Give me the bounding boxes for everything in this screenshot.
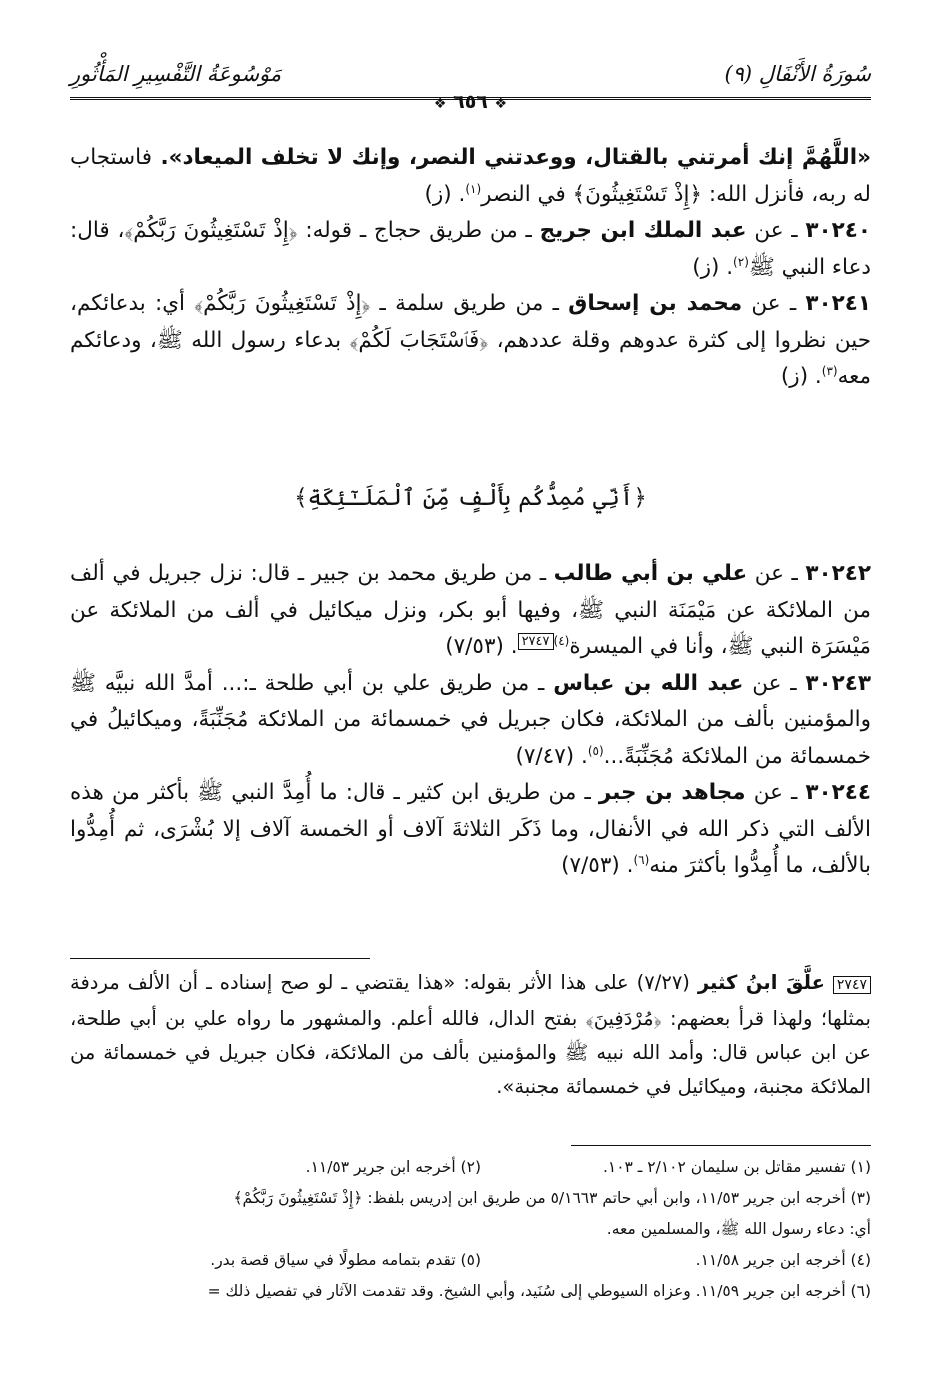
narrator-name: عبد الله بن عباس — [553, 670, 744, 696]
footnote-3-continued: أي: دعاء رسول الله ﷺ، والمسلمين معه. — [606, 1220, 871, 1238]
footnote-marker: (١) — [465, 181, 482, 196]
footnote-5: (٥) تقدم بتمامه مطولًا في سياق قصة بدر. — [210, 1251, 481, 1269]
footnote-row — [60, 1214, 871, 1245]
footnote-1: (١) تفسير مقاتل بن سليمان ٢/١٠٢ ـ ١٠٣. — [602, 1158, 871, 1176]
marker-text: . (ز) — [780, 364, 822, 389]
report-connector: ـ عن — [742, 291, 806, 316]
main-text — [70, 140, 871, 396]
main-text-2 — [70, 556, 871, 885]
footnote-3: (٣) أخرجه ابن جرير ١١/٥٣، وابن أبي حاتم ٥/١٦٦٣ من طريق ابن إدريس بلفظ: ﴿إِذْ تَسْتَغِيثُونَ رَبَّكُمْ﴾ — [233, 1189, 871, 1207]
ornament-icon: ❖ — [433, 96, 447, 112]
report-number: ٣٠٢٤٠ — [805, 218, 871, 243]
ornament-icon: ❖ — [494, 96, 508, 112]
note-text: (٧/٢٧) على هذا الأثر بقوله: «هذا يقتضي ـ لو صح إسناده ـ أن الألف مردفة بمثلها؛ ولهذا قرأ بعضهم: ﴿مُرْدَفِينَ﴾ بفتح الدال، فالله أعلم. والمشهور ما رواه علي بن أبي طلحة، عن ابن عباس قال: وأمد الله نبيه ﷺ والمؤمنين بألف من الملائكة، فكان جبريل في خمسمائة من الملائكة مجنبة، وميكائيل في خمسمائة مجنبة». — [70, 971, 871, 1098]
report-30241 — [70, 286, 871, 396]
footnotes — [60, 1152, 871, 1307]
report-text: ـ من طريق علي بن أبي طلحة ـ:... أمدَّ الله نبيَّه ﷺ والمؤمنين بألف من الملائكة، فكان جبريل في خمسمائة من الملائكة مُجَنِّبَةً، وميكائيلُ في خمسمائة من الملائكة مُجَنِّبَةً... — [70, 670, 871, 769]
book-title: مَوْسُوعَةُ التَّفْسِيرِ المَأْثُورِ — [70, 62, 282, 86]
footnote-row — [60, 1152, 871, 1183]
quote-text: «اللَّهُمَّ إنك أمرتني بالقتال، ووعدتني النصر، وإنك لا تخلف الميعاد». — [152, 145, 871, 170]
footnote-row — [60, 1276, 871, 1307]
report-30240 — [70, 213, 871, 286]
footnote-marker: (٢) — [733, 254, 749, 269]
narrator-name: محمد بن إسحاق — [568, 291, 743, 316]
marker-text: . (ز) — [424, 181, 466, 207]
footnote-marker: (٤) — [553, 633, 570, 648]
footnote-6: (٦) أخرجه ابن جرير ١١/٥٩. وعزاه السيوطي إلى سُنَيد، وأبي الشيخ. وقد تقدمت الآثار في تفصيل ذلك = — [207, 1282, 871, 1300]
narrator-name: علي بن أبي طالب — [553, 561, 748, 586]
page-number — [0, 91, 941, 113]
intro-paragraph — [70, 140, 871, 213]
marker-text: . (ز) — [692, 254, 734, 280]
footnote-marker: (٣) — [821, 363, 838, 378]
note-reference-box: ٢٧٤٧ — [833, 976, 871, 994]
narrator-name: مجاهد بن جبر — [598, 780, 746, 805]
volume-reference: . (٧/٤٧) — [515, 743, 588, 769]
report-connector: ـ عن — [743, 670, 806, 696]
report-30243 — [70, 666, 871, 776]
report-text: ـ من طريق سلمة ـ ﴿إِذْ تَسْتَغِيثُونَ رَبَّكُمْ﴾ أي: بدعائكم، حين نظروا إلى كثرة عدوهم وقلة عددهم، ﴿فَٱسْتَجَابَ لَكُمْ﴾ بدعاء رسول الله ﷺ، ودعائكم معه — [70, 291, 871, 389]
report-number: ٣٠٢٤٤ — [805, 780, 872, 805]
report-connector: ـ عن — [746, 218, 806, 243]
surah-title: سُورَةُ الأَنْفَالِ (٩) — [724, 62, 871, 86]
report-connector: ـ عن — [745, 780, 806, 805]
report-30242 — [70, 556, 871, 666]
intro-text: فاستجاب له ربه، فأنزل الله: ﴿إِذْ تَسْتَغِيثُونَ﴾ في النصر — [70, 145, 871, 207]
report-text: ـ من طريق حجاج ـ قوله: ﴿إِذْ تَسْتَغِيثُونَ رَبَّكُمْ﴾، قال: دعاء النبي ﷺ — [70, 218, 871, 280]
footnote-marker: (٦) — [633, 852, 650, 867]
footnote-row — [60, 1245, 871, 1276]
report-text: ـ من طريق ابن كثير ـ قال: ما أُمِدَّ النبي ﷺ بأكثر من هذه الألف التي ذكر الله في الأنفال، وما ذَكَر الثلاثةَ آلاف أو الخمسة آلاف إلا بُشْرَى، ثم أُمِدُّوا بالألف، ما أُمِدُّوا بأكثرَ منه — [70, 780, 871, 878]
volume-reference: . (٧/٥٣) — [561, 853, 634, 878]
note-separator — [70, 958, 370, 959]
report-number: ٣٠٢٤٢ — [805, 561, 871, 586]
report-number: ٣٠٢٤١ — [805, 291, 871, 316]
report-number: ٣٠٢٤٣ — [805, 670, 871, 696]
footnote-marker: (٥) — [587, 743, 604, 758]
note-reference-box[interactable]: ٢٧٤٧ — [518, 633, 554, 650]
footnote-2: (٢) أخرجه ابن جرير ١١/٥٣. — [305, 1158, 481, 1176]
footnote-4: (٤) أخرجه ابن جرير ١١/٥٨. — [695, 1251, 871, 1269]
footnote-separator — [571, 1145, 871, 1146]
volume-reference: . (٧/٥٣) — [445, 634, 518, 659]
page-number-value: ٦٥٦ — [453, 91, 488, 113]
footnote-row — [60, 1183, 871, 1214]
report-30244 — [70, 775, 871, 885]
commentary-note — [70, 966, 871, 1104]
report-text: ـ من طريق محمد بن جبير ـ قال: نزل جبريل في ألف من الملائكة عن مَيْمَنَة النبي ﷺ، وفيها أبو بكر، ونزل ميكائيل في ألف من الملائكة عن مَيْسَرَة النبي ﷺ، وأنا في الميسرة — [70, 561, 871, 659]
commentator-name: علَّقَ ابنُ كثير — [697, 971, 825, 994]
narrator-name: عبد الملك ابن جريج — [539, 218, 747, 243]
verse-heading: ﴿أَنِّي مُمِدُّكُم بِأَلْفٍ مِّنَ ٱلْمَلَـٰٓئِكَةِ﴾ — [294, 485, 647, 511]
report-connector: ـ عن — [747, 561, 806, 586]
